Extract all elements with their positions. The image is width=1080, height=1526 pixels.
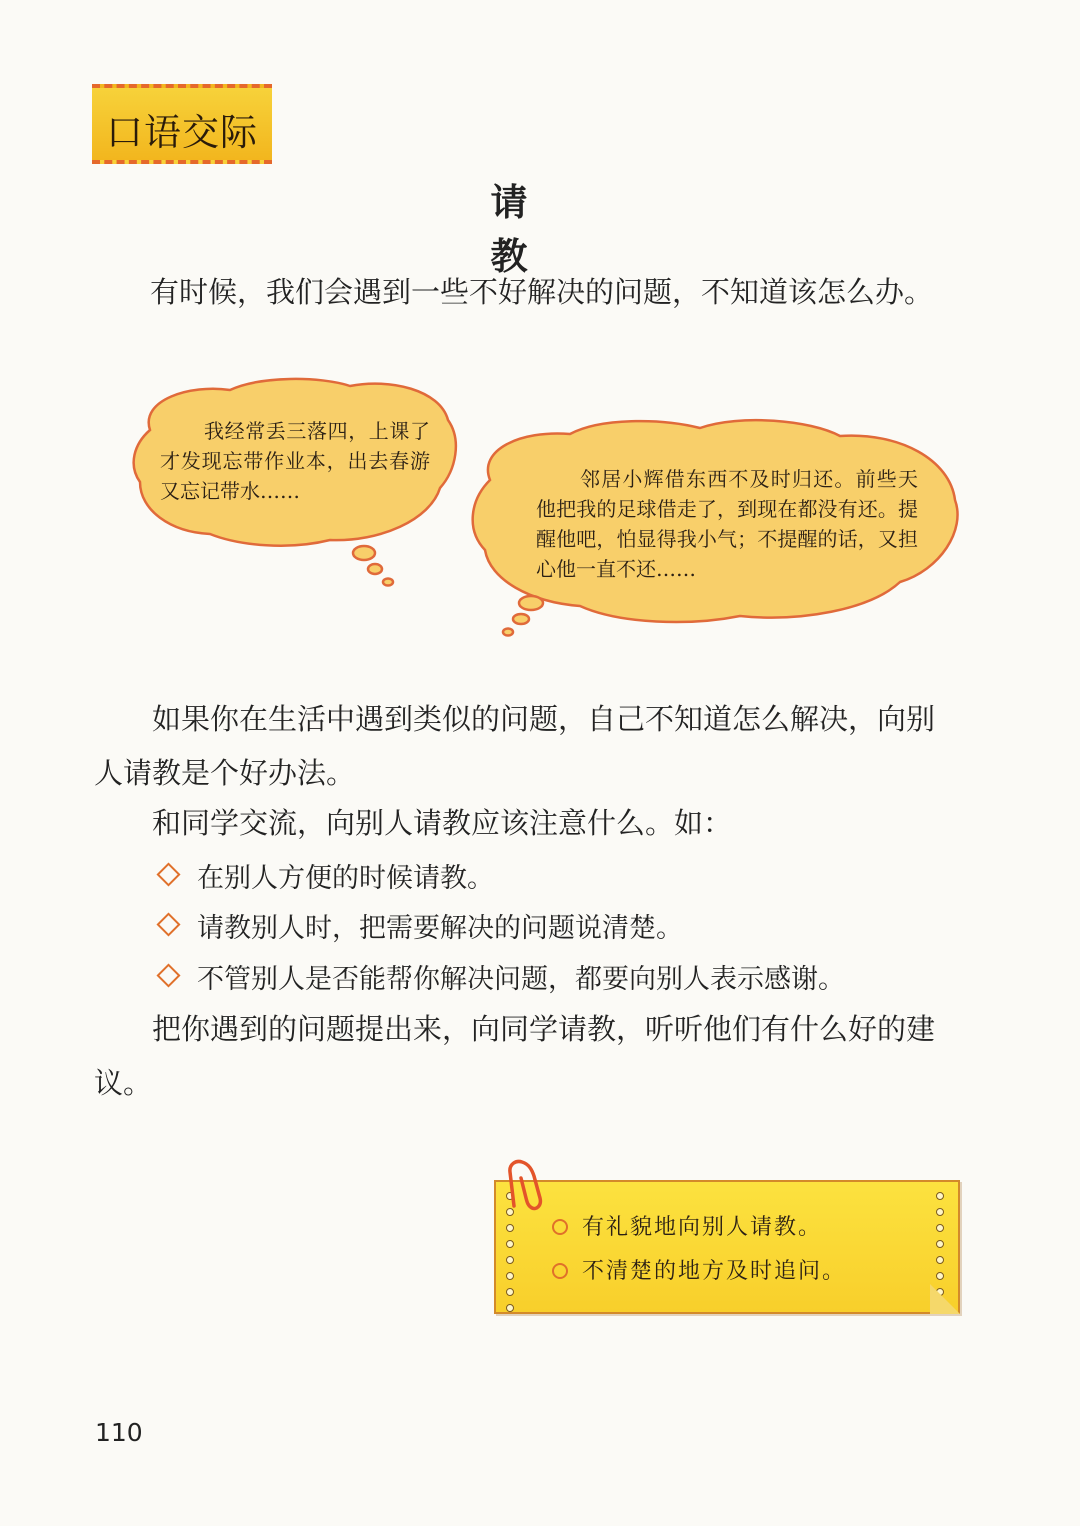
bullet-item [156,906,683,945]
bullet-text: 请教别人时，把需要解决的问题说清楚。 [197,913,683,944]
section-tag-label: 口语交际 [106,111,258,154]
page-title: 请 教 [490,181,560,278]
bullet-item [156,957,845,996]
page-number: 110 [95,1418,143,1447]
paragraph-1: 如果你在生活中遇到类似的问题，自己不知道怎么解决，向别人请教是个好办法。 [94,702,936,790]
tips-note-card [494,1180,960,1314]
paragraph-2: 和同学交流，向别人请教应该注意什么。如： [152,806,733,840]
circle-bullet-icon [552,1263,568,1279]
page-fold-corner [930,1284,960,1314]
thought-text-2: 邻居小辉借东西不及时归还。前些天他把我的足球借走了，到现在都没有还。提醒他吧，怕显得我小气；不提醒的话，又担心他一直不还…… [536,467,918,581]
bullet-item [156,856,494,895]
bullet-text: 在别人方便的时候请教。 [197,863,494,894]
tip-item [552,1254,846,1285]
intro-paragraph: 有时候，我们会遇到一些不好解决的问题，不知道该怎么办。 [150,275,934,309]
section-tag [92,84,272,164]
paragraph-3: 把你遇到的问题提出来，向同学请教，听听他们有什么好的建议。 [94,1012,936,1100]
tip-text: 不清楚的地方及时追问。 [582,1259,847,1284]
tip-item [552,1210,822,1241]
thought-text-1: 我经常丢三落四，上课了才发现忘带作业本，出去春游又忘记带水…… [160,419,430,503]
paperclip-icon [502,1158,548,1214]
diamond-bullet-icon [156,862,180,886]
bullet-text: 不管别人是否能帮你解决问题，都要向别人表示感谢。 [197,964,845,995]
tip-text: 有礼貌地向别人请教。 [582,1215,823,1240]
diamond-bullet-icon [156,963,180,987]
diamond-bullet-icon [156,912,180,936]
circle-bullet-icon [552,1219,568,1235]
